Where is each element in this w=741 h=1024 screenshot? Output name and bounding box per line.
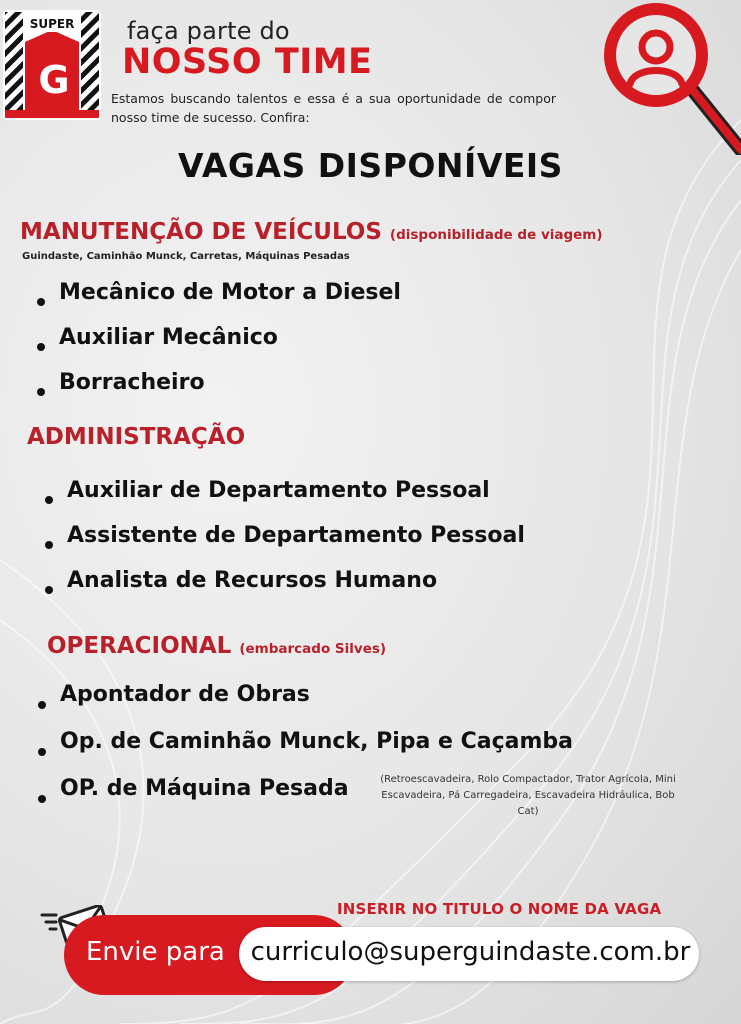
section-title-operacional (47, 633, 386, 659)
user-circle-icon (596, 0, 741, 155)
jobs-list-manutencao (35, 279, 401, 414)
section-title-manutencao (20, 219, 603, 245)
company-logo (3, 10, 101, 120)
header-intro: Estamos buscando talentos e essa é a sua oportunidade de compor nosso time de sucesso. Confira: (111, 91, 556, 125)
header-team-title: NOSSO TIME (122, 42, 373, 82)
send-label: Envie para (86, 937, 225, 967)
list-item: Mecânico de Motor a Diesel (35, 279, 401, 324)
main-title: VAGAS DISPONÍVEIS (178, 146, 563, 185)
section-title-text: MANUTENÇÃO DE VEÍCULOS (20, 219, 382, 245)
machine-note: (Retroescavadeira, Rolo Compactador, Trator Agrícola, Mini Escavadeira, Pá Carregadeira, Escavadeira Hidráulica, Bob Cat) (380, 774, 676, 817)
section-note: (disponibilidade de viagem) (389, 227, 603, 243)
section-title-text: OPERACIONAL (47, 633, 232, 659)
list-item: Auxiliar Mecânico (35, 324, 401, 369)
list-item: Borracheiro (35, 369, 401, 414)
section-title-administracao (27, 424, 245, 450)
list-item: Op. de Caminhão Munck, Pipa e Caçamba (36, 728, 573, 775)
list-item: Auxiliar de Departamento Pessoal (43, 477, 525, 522)
list-item: Analista de Recursos Humano (43, 567, 525, 612)
logo-super-text: SUPER (25, 16, 79, 32)
section-title-text: ADMINISTRAÇÃO (27, 424, 246, 450)
email-link[interactable]: curriculo@superguindaste.com.br (250, 937, 691, 967)
insert-title-instruction: INSERIR NO TITULO O NOME DA VAGA (337, 900, 662, 918)
logo-letter: G (38, 58, 70, 102)
section-subtitle: Guindaste, Caminhão Munck, Carretas, Máquinas Pesadas (22, 251, 350, 262)
list-item: OP. de Máquina Pesada (36, 775, 573, 822)
header-tagline: faça parte do (127, 17, 290, 45)
jobs-list-administracao (43, 477, 525, 612)
section-note: (embarcado Silves) (239, 641, 387, 657)
list-item: Apontador de Obras (36, 681, 573, 728)
list-item: Assistente de Departamento Pessoal (43, 522, 525, 567)
